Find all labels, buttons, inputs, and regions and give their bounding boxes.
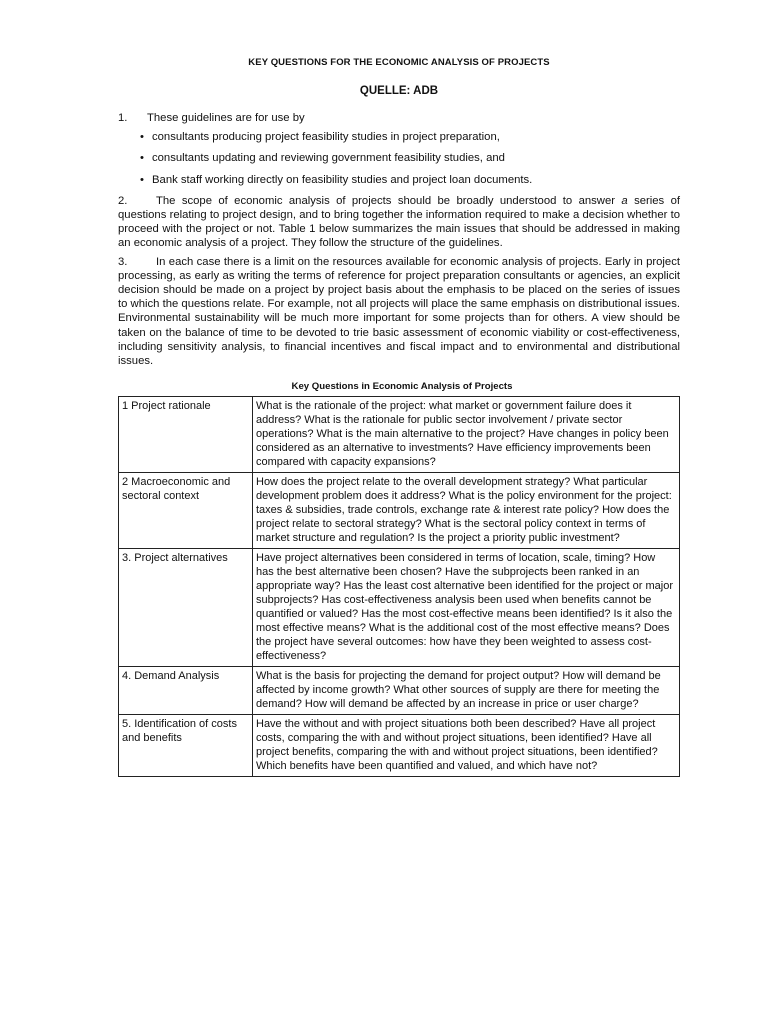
emphasis-text: a xyxy=(621,194,628,207)
paragraph-text: The scope of economic analysis of projects should be broadly understood to answer xyxy=(156,194,622,207)
paragraph-number: 2. xyxy=(118,194,128,207)
topic-cell: 3. Project alternatives xyxy=(119,549,253,667)
table-row xyxy=(119,397,680,473)
key-questions-table xyxy=(118,396,680,777)
questions-cell: What is the rationale of the project: what market or government failure does it address? What is the rationale for public sector involvement / private sector operations? What is the main alternative to the project? Have changes in policy been considered as an alternative to investments? Have efficiency improvements been compared with capacity expansions? xyxy=(253,397,680,473)
paragraph-1 xyxy=(118,111,680,125)
paragraph-3 xyxy=(118,255,680,369)
paragraph-number: 1. xyxy=(118,112,128,124)
paragraph-number: 3. xyxy=(118,255,128,268)
paragraph-text: In each case there is a limit on the resources available for economic analysis of projects. Early in project processing, as early as writing the terms of reference for project preparation consultants or agencies, an explicit decision should be made on a project by project basis about the emphasis to be placed on the series of issues to which the questions relate. For example, not all projects will place the same emphasis on distributional issues. Environmental sustainability will be much more important for some projects than for others. A view should be taken on the balance of time to be devoted to trie basic assessment of economic viability or cost-effectiveness, including sensitivity analysis, to financial incentives and fiscal impact and to environmental and distributional issues. xyxy=(118,255,680,368)
document-title: KEY QUESTIONS FOR THE ECONOMIC ANALYSIS OF PROJECTS xyxy=(248,57,550,68)
questions-cell: Have the without and with project situations both been described? Have all project costs, comparing the with and without project situations, been identified? Have all project benefits, comparing the with and without project situations, been identified? Which benefits have been quantified and valued, and which have not? xyxy=(253,715,680,777)
questions-cell: How does the project relate to the overall development strategy? What particular development problem does it address? What is the policy environment for the project: taxes & subsidies, trade controls, exchange rate & interest rate policy? How does the project relate to sectoral strategy? What is the sectoral policy context in terms of market structure and regulation? Is the project a priority public investment? xyxy=(253,473,680,549)
paragraph-2 xyxy=(118,194,680,251)
topic-cell: 1 Project rationale xyxy=(119,397,253,473)
document-body xyxy=(118,111,680,777)
list-item: • consultants producing project feasibility studies in project preparation, xyxy=(118,130,680,144)
list-item: • Bank staff working directly on feasibility studies and project loan documents. xyxy=(118,173,680,187)
bullet-list xyxy=(118,130,680,187)
topic-cell: 5. Identification of costs and benefits xyxy=(119,715,253,777)
list-item: • consultants updating and reviewing government feasibility studies, and xyxy=(118,151,680,165)
table-row xyxy=(119,667,680,715)
paragraph-text: These guidelines are for use by xyxy=(147,112,305,124)
questions-cell: What is the basis for projecting the demand for project output? How will demand be affected by income growth? What other sources of supply are there for meeting the demand? How will demand be affected by an increase in price or user charge? xyxy=(253,667,680,715)
table-caption: Key Questions in Economic Analysis of Projects xyxy=(291,381,513,393)
table-row xyxy=(119,473,680,549)
topic-cell: 4. Demand Analysis xyxy=(119,667,253,715)
document-source: QUELLE: ADB xyxy=(359,85,439,97)
table-row xyxy=(119,549,680,667)
topic-cell: 2 Macroeconomic and sectoral context xyxy=(119,473,253,549)
table-row xyxy=(119,715,680,777)
paragraph-text-cont: series of questions relating to project design, and to bring together the information required to make a decision whether to proceed with the project or not. Table 1 below summarizes the main issues that should be addressed in making an economic analysis of a project. They follow the structure of the guidelines. xyxy=(118,194,681,250)
questions-cell: Have project alternatives been considered in terms of location, scale, timing? How has the best alternative been chosen? Have the subprojects been ranked in an appropriate way? Has the least cost alternative been identified for the project or major subprojects? Has cost-effectiveness analysis been used when benefits cannot be quantified or valued? Has the most cost-effective means been identified? Is it also the most effective means? What is the additional cost of the most effective means? Does the project have several outcomes: how have they been weighted to assess cost-effectiveness? xyxy=(253,549,680,667)
